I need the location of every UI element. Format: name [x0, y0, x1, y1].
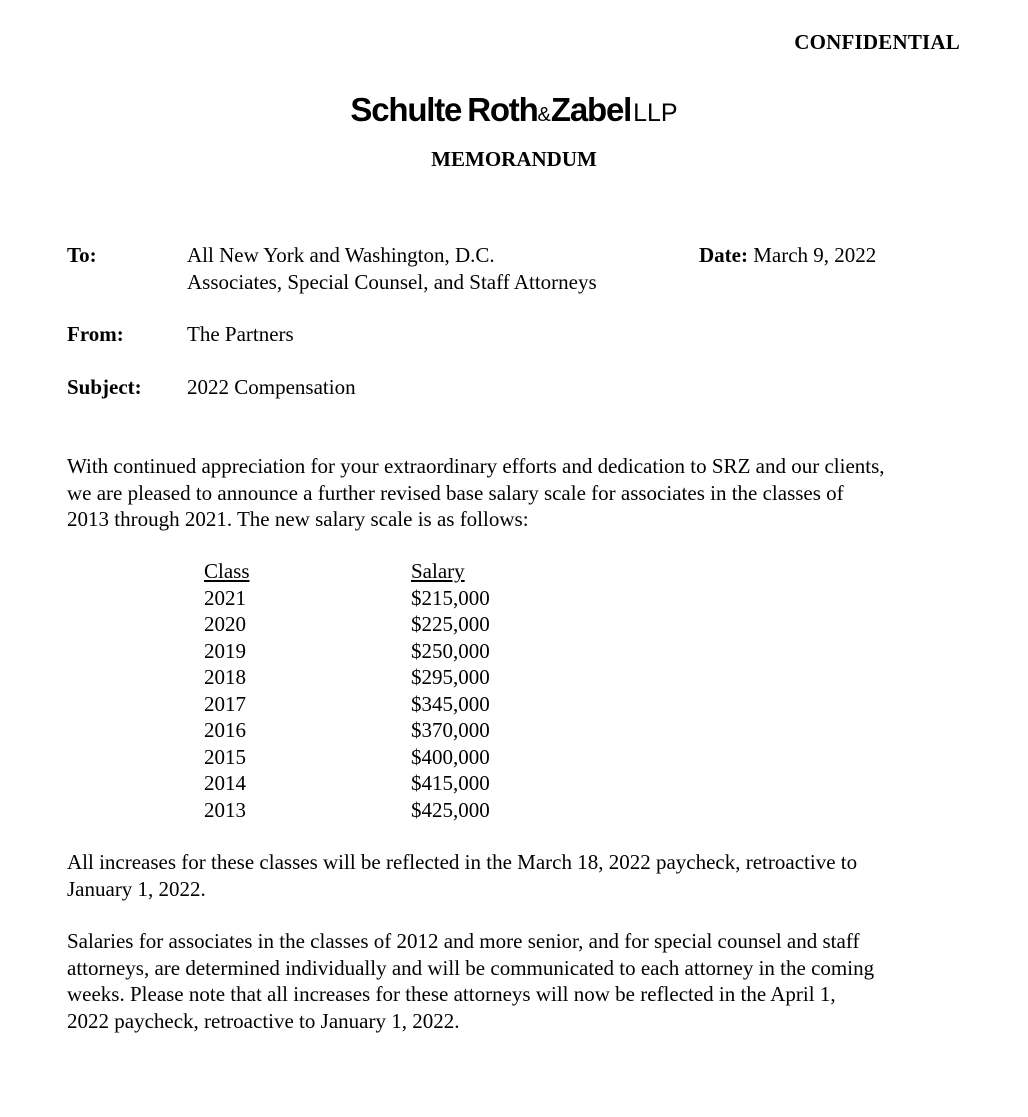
date-field: [699, 242, 876, 269]
class-cell: 2015: [204, 744, 246, 769]
para3-line-3: weeks. Please note that all increases for these attorneys will now be reflected in the April 1,: [67, 982, 836, 1006]
increases-paragraph: [67, 849, 967, 902]
class-cell: 2013: [204, 797, 246, 822]
class-cell: 2017: [204, 691, 246, 716]
date-value: March 9, 2022: [753, 243, 877, 267]
to-value: [187, 242, 597, 295]
confidential-marking: CONFIDENTIAL: [794, 30, 960, 54]
intro-line-2: we are pleased to announce a further revised base salary scale for associates in the classes of: [67, 480, 844, 505]
column-header-class: Class: [204, 559, 250, 583]
logo-suffix-llp: LLP: [633, 99, 678, 127]
intro-paragraph: [67, 453, 967, 533]
subject-label: Subject:: [67, 375, 142, 399]
table-row: [204, 611, 490, 638]
salary-cell: $215,000: [411, 585, 490, 610]
class-cell: 2021: [204, 585, 246, 610]
table-row: [204, 744, 490, 771]
logo-part-zabel: Zabel: [550, 91, 632, 128]
salary-cell: $295,000: [411, 665, 490, 689]
salary-scale-table: [204, 558, 490, 823]
class-cell: 2020: [204, 612, 246, 636]
table-row: [204, 770, 490, 797]
salary-cell: $425,000: [411, 797, 490, 822]
para2-line-2: January 1, 2022.: [67, 876, 206, 901]
para3-line-2: attorneys, are determined individually and will be communicated to each attorney in the coming: [67, 955, 875, 980]
table-header-row: [204, 558, 490, 585]
class-cell: 2018: [204, 665, 246, 689]
logo-part-roth: Roth: [467, 91, 538, 128]
intro-line-1: With continued appreciation for your extraordinary efforts and dedication to SRZ and our clients,: [67, 454, 885, 478]
to-label: To:: [67, 243, 97, 267]
salary-cell: $370,000: [411, 718, 490, 742]
logo-part-schulte: Schulte: [350, 91, 462, 128]
table-row: [204, 717, 490, 744]
para3-line-4: 2022 paycheck, retroactive to January 1, 2022.: [67, 1008, 460, 1033]
table-row: [204, 691, 490, 718]
salary-cell: $250,000: [411, 638, 490, 663]
from-value: The Partners: [187, 322, 294, 346]
table-row: [204, 797, 490, 824]
senior-salaries-paragraph: [67, 928, 967, 1034]
date-label: Date:: [699, 243, 748, 267]
table-row: [204, 585, 490, 612]
para2-line-1: All increases for these classes will be reflected in the March 18, 2022 paycheck, retroactive to: [67, 850, 858, 874]
to-line-2: Associates, Special Counsel, and Staff Attorneys: [187, 269, 597, 294]
column-header-salary: Salary: [411, 559, 465, 583]
class-cell: 2019: [204, 638, 246, 663]
table-row: [204, 638, 490, 665]
subject-value: 2022 Compensation: [187, 375, 356, 399]
para3-line-1: Salaries for associates in the classes of 2012 and more senior, and for special counsel and staff: [67, 929, 860, 953]
logo-ampersand: &: [537, 104, 551, 126]
salary-cell: $415,000: [411, 771, 490, 795]
salary-cell: $225,000: [411, 612, 490, 636]
salary-cell: $345,000: [411, 691, 490, 716]
memo-title: MEMORANDUM: [431, 147, 597, 171]
table-row: [204, 664, 490, 691]
to-line-1: All New York and Washington, D.C.: [187, 243, 495, 267]
class-cell: 2014: [204, 771, 246, 795]
salary-cell: $400,000: [411, 744, 490, 769]
from-label: From:: [67, 322, 124, 346]
intro-line-3: 2013 through 2021. The new salary scale is as follows:: [67, 507, 529, 531]
firm-logo: [0, 92, 1028, 133]
class-cell: 2016: [204, 718, 246, 742]
